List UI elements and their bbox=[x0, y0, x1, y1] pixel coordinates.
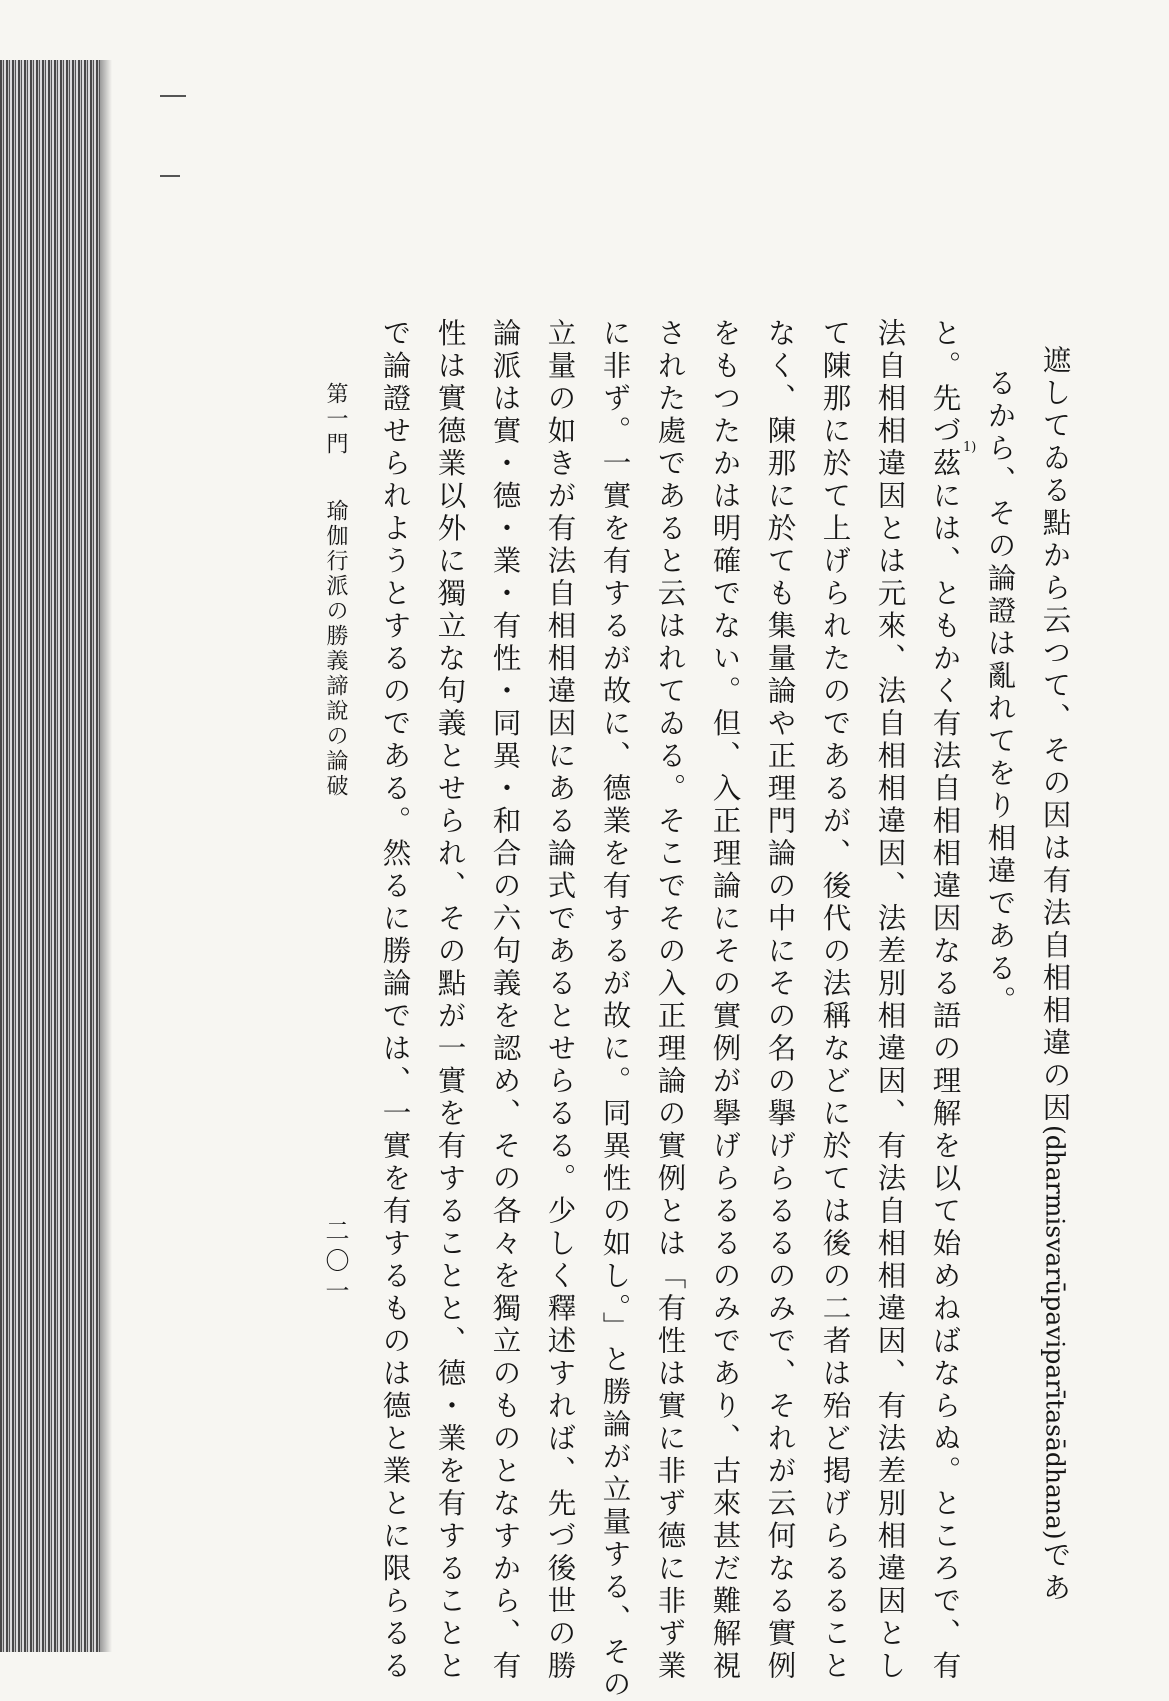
page-number: 二〇一 bbox=[321, 1218, 349, 1308]
margin-mark bbox=[160, 95, 186, 97]
sanskrit-term: (dharmisvarūpaviparītasādhana) bbox=[1040, 1125, 1070, 1540]
text-line-8: された處であると云はれてゐる。そこでその入正理論の實例とは「有性は實に非ず德に非ず業 bbox=[653, 318, 687, 1683]
text-line-11: 論派は實・德・業・有性・同異・和合の六句義を認め、その各々を獨立のものとなすから、有 bbox=[488, 318, 522, 1683]
margin-mark bbox=[160, 175, 180, 177]
text-line-4: 法自相相違因とは元來、法自相相違因、法差別相違因、有法自相相違因、有法差別相違因とし bbox=[873, 318, 907, 1683]
text-line-13: で論證せられようとするのである。然るに勝論では、一實を有するものは德と業とに限らるる bbox=[378, 318, 412, 1683]
binding-gutter bbox=[0, 60, 100, 1652]
text-line-5: て陳那に於て上げられたのであるが、後代の法稱などに於ては後の二者は殆ど掲げらるること bbox=[818, 318, 852, 1683]
text-line-3: と。先づ茲には、ともかく有法自相相違因なる語の理解を以て始めねばならぬ。ところで、有 bbox=[928, 318, 962, 1683]
running-footer bbox=[320, 382, 351, 799]
text-line-9: に非ず。一實を有するが故に、德業を有するが故に。同異性の如し。」と勝論が立量する、その bbox=[598, 318, 632, 1701]
text-line-1: 遮してゐる點から云つて、その因は有法自相相違の因(dharmisvarūpaviparītasādhana)であ bbox=[1038, 345, 1072, 1605]
text-line-7: をもつたかは明確でない。但、入正理論にその實例が擧げらるるのみであり、古來甚だ難解視 bbox=[708, 318, 742, 1683]
text-line-6: なく、陳那に於ても集量論や正理門論の中にその名の擧げらるるのみで、それが云何なる實例 bbox=[763, 318, 797, 1683]
binding-shadow bbox=[100, 60, 112, 1652]
text-line-2: るから、その論證は亂れてをり相違である。 bbox=[983, 368, 1017, 1018]
chapter-title: 瑜伽行派の勝義諦說の論破 bbox=[323, 499, 348, 799]
text-line-10: 立量の如きが有法自相相違因にある論式であるとせらるる。少しく釋述すれば、先づ後世の勝 bbox=[543, 318, 577, 1683]
text-line-12: 性は實德業以外に獨立な句義とせられ、その點が一實を有することと、德・業を有することと bbox=[433, 318, 467, 1683]
footnote-marker: 1) bbox=[963, 440, 977, 455]
section-label: 第一門 bbox=[323, 382, 348, 457]
